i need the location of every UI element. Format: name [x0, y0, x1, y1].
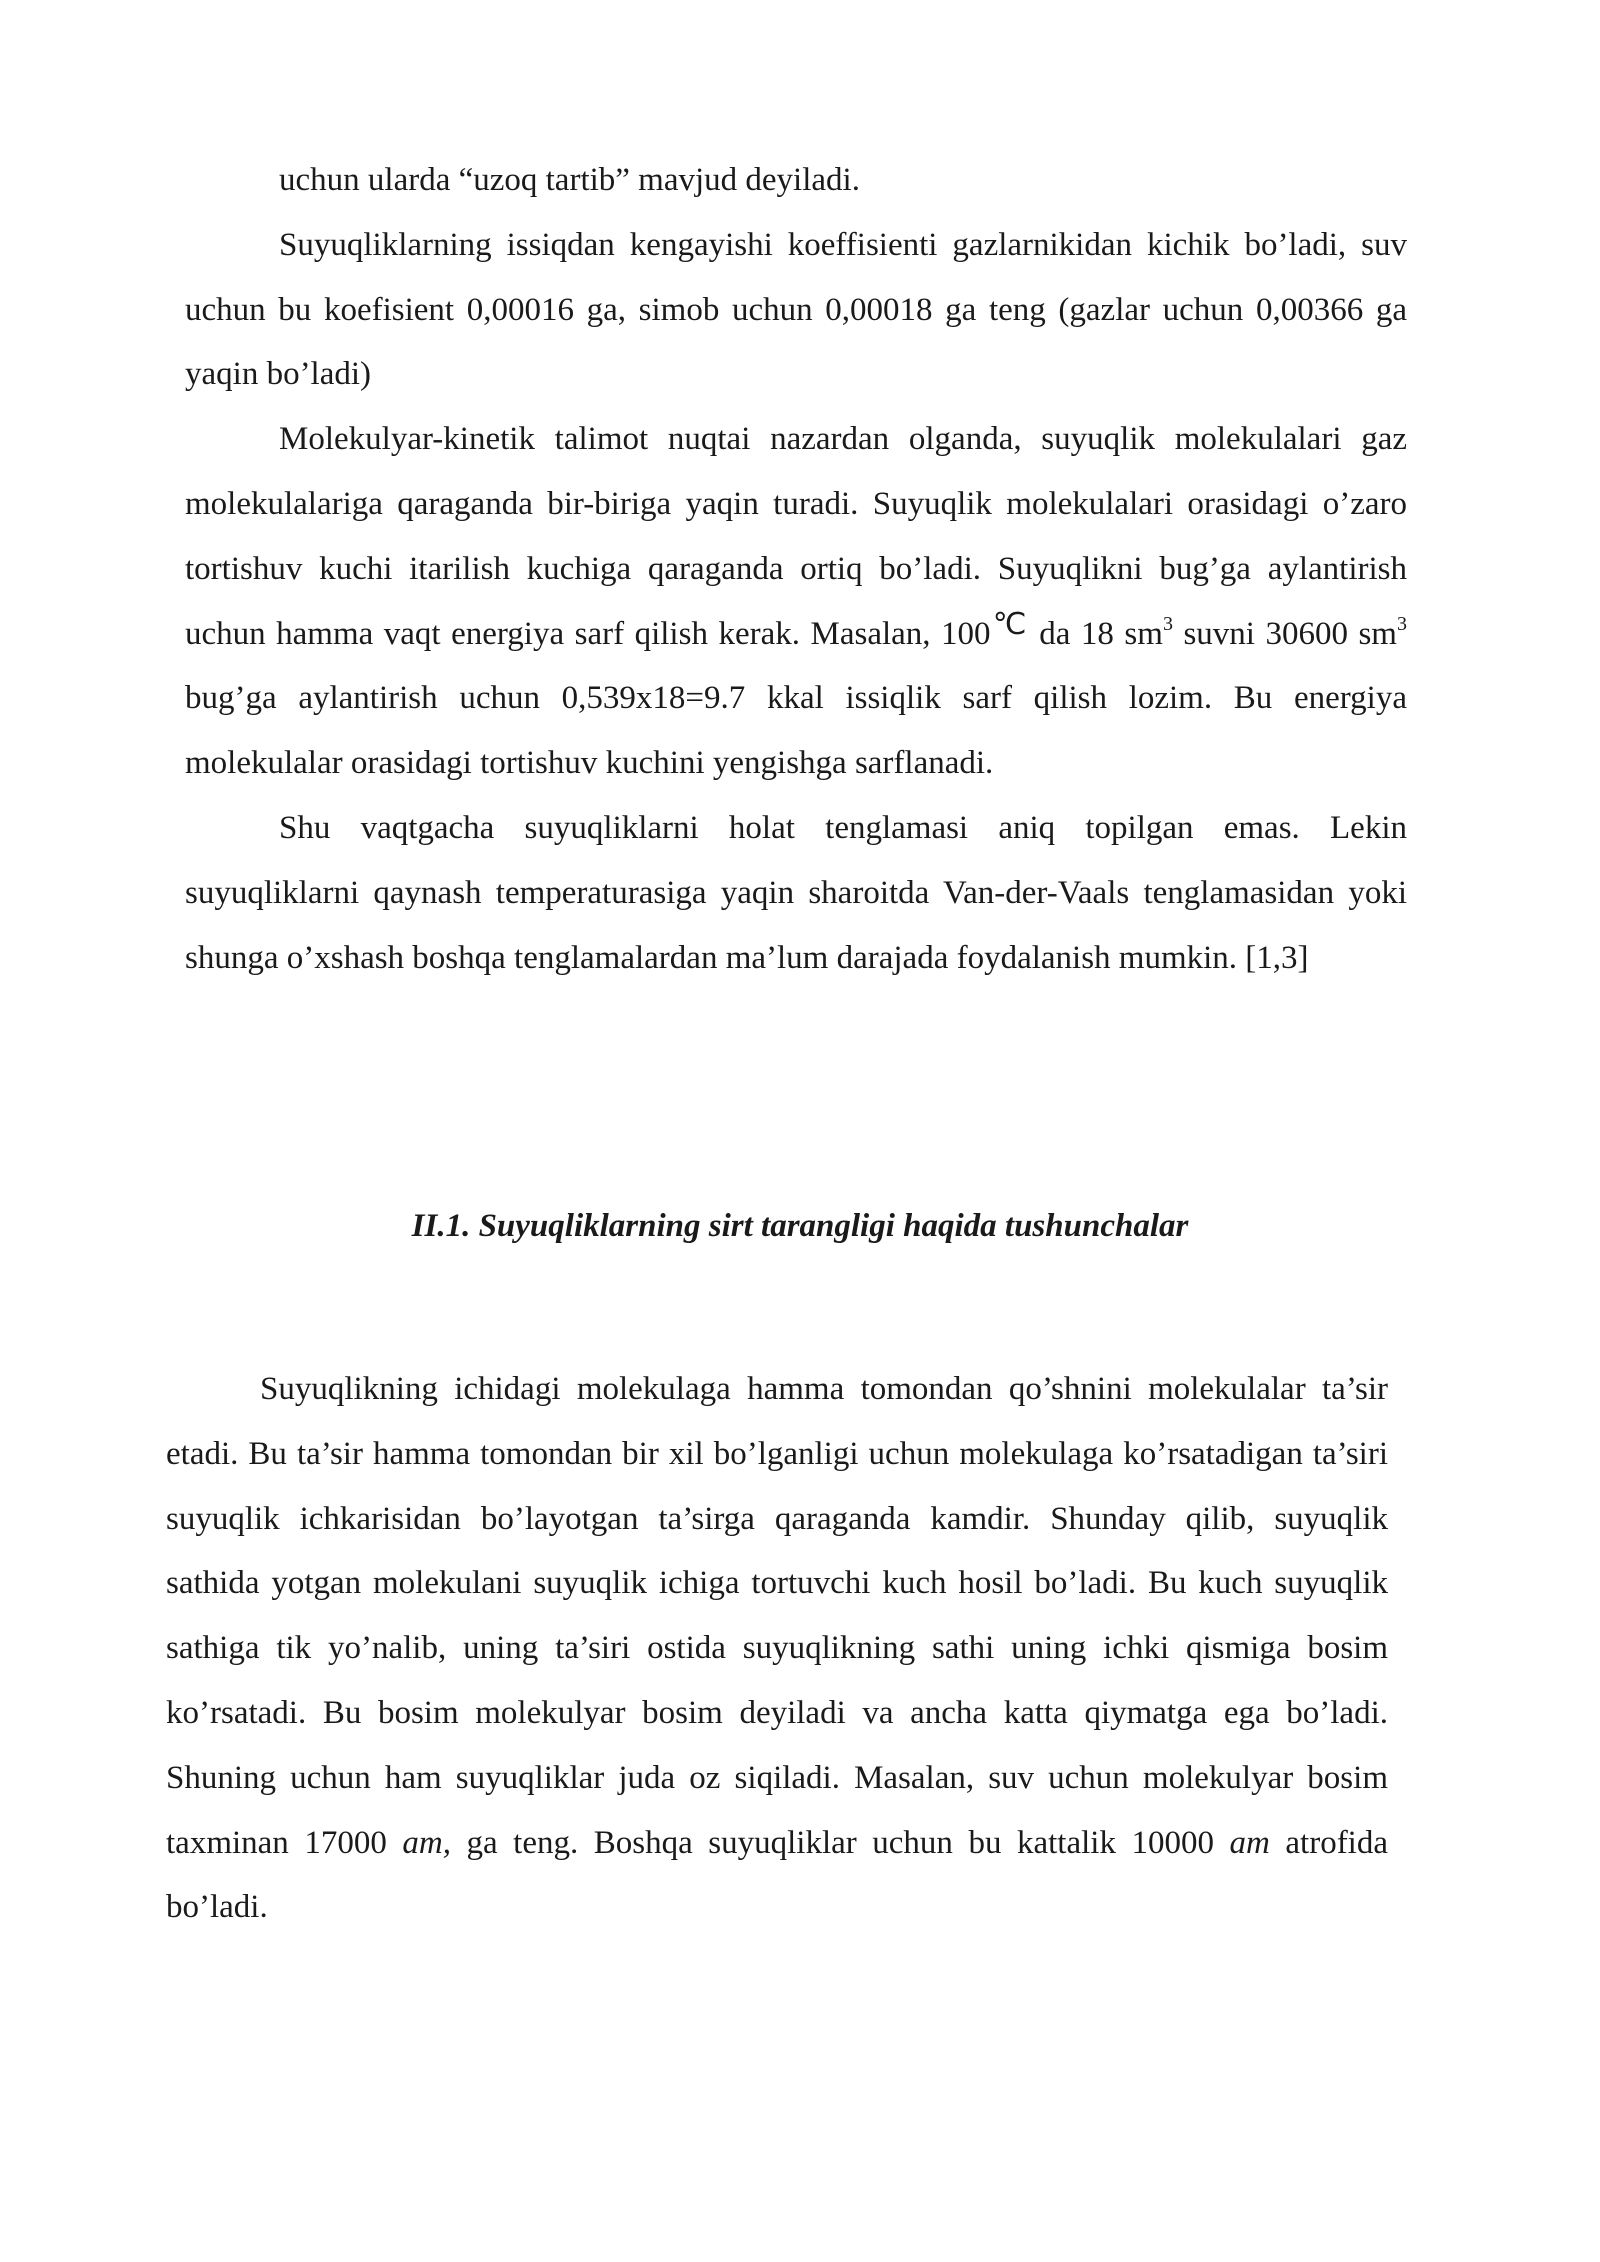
paragraph-continuation: uchun ularda “uzoq tartib” mavjud deyiladi.	[279, 162, 860, 198]
text-run: atrofida bo’ladi.	[166, 1824, 1388, 1926]
paragraph-molecular-kinetic	[185, 407, 1407, 796]
superscript: 3	[1396, 612, 1407, 635]
superscript: 3	[1162, 612, 1173, 635]
paragraph-molecular-pressure	[166, 1357, 1388, 1940]
text-run: suvni 30600 sm	[1172, 615, 1397, 652]
section-heading: II.1. Suyuqliklarning sirt tarangligi haqida tushunchalar	[411, 1208, 1189, 1244]
paragraph-equation-of-state: Shu vaqtgacha suyuqliklarni holat tenglamasi aniq topilgan emas. Lekin suyuqliklarni qaynash temperaturasiga yaqin sharoitda Van-der-Vaals tenglamasidan yoki shunga o’xshash boshqa tenglamalardan ma’lum darajada foydalanish mumkin. [1,3]	[185, 809, 1407, 976]
text-run: Suyuqlikning ichidagi molekulaga hamma tomondan qo’shnini molekulalar ta’sir etadi. Bu ta’sir hamma tomondan bir xil bo’lganligi uchun molekulaga ko’rsatadigan ta’siri suyuqlik ichkarisidan bo’layotgan ta’sirga qaraganda kamdir. Shunday qilib, suyuqlik sathida yotgan molekulani suyuqlik ichiga tortuvchi kuch hosil bo’ladi. Bu kuch suyuqlik sathiga tik yo’nalib, uning ta’siri ostida suyuqlikning sathi uning ichki qismiga bosim ko’rsatadi. Bu bosim molekulyar bosim deyiladi va ancha katta qiymatga ega bo’ladi. Shuning uchun ham suyuqliklar juda oz siqiladi. Masalan, suv uchun molekulyar bosim taxminan 17000	[166, 1371, 1388, 1861]
text-run: bug’ga aylantirish uchun 0,539x18=9.7 kkal issiqlik sarf qilish lozim. Bu energiya molekulalar orasidagi tortishuv kuchini yengishga sarflanadi.	[185, 680, 1407, 782]
section-surface-tension	[166, 1357, 1388, 1940]
text-run: da 18 sm	[1028, 615, 1163, 652]
degree-celsius-symbol: ℃	[990, 606, 1029, 642]
text-run: ga teng. Boshqa suyuqliklar uchun bu kattalik 10000	[450, 1824, 1230, 1861]
unit-text: am,	[402, 1824, 451, 1861]
section-intro	[185, 148, 1407, 990]
unit-text: am	[1229, 1824, 1270, 1861]
paragraph-thermal-expansion: Suyuqliklarning issiqdan kengayishi koeffisienti gazlarnikidan kichik bo’ladi, suv uchun bu koefisient 0,00016 ga, simob uchun 0,00018 ga teng (gazlar uchun 0,00366 ga yaqin bo’ladi)	[185, 226, 1407, 393]
text-run: Molekulyar-kinetik talimot nuqtai nazardan olganda, suyuqlik molekulalari gaz molekulalariga qaraganda bir-biriga yaqin turadi. Suyuqlik molekulalari orasidagi o’zaro tortishuv kuchi itarilish kuchiga qaraganda ortiq bo’ladi. Suyuqlikni bug’ga aylantirish uchun hamma vaqt energiya sarf qilish kerak. Masalan, 100	[185, 421, 1407, 652]
